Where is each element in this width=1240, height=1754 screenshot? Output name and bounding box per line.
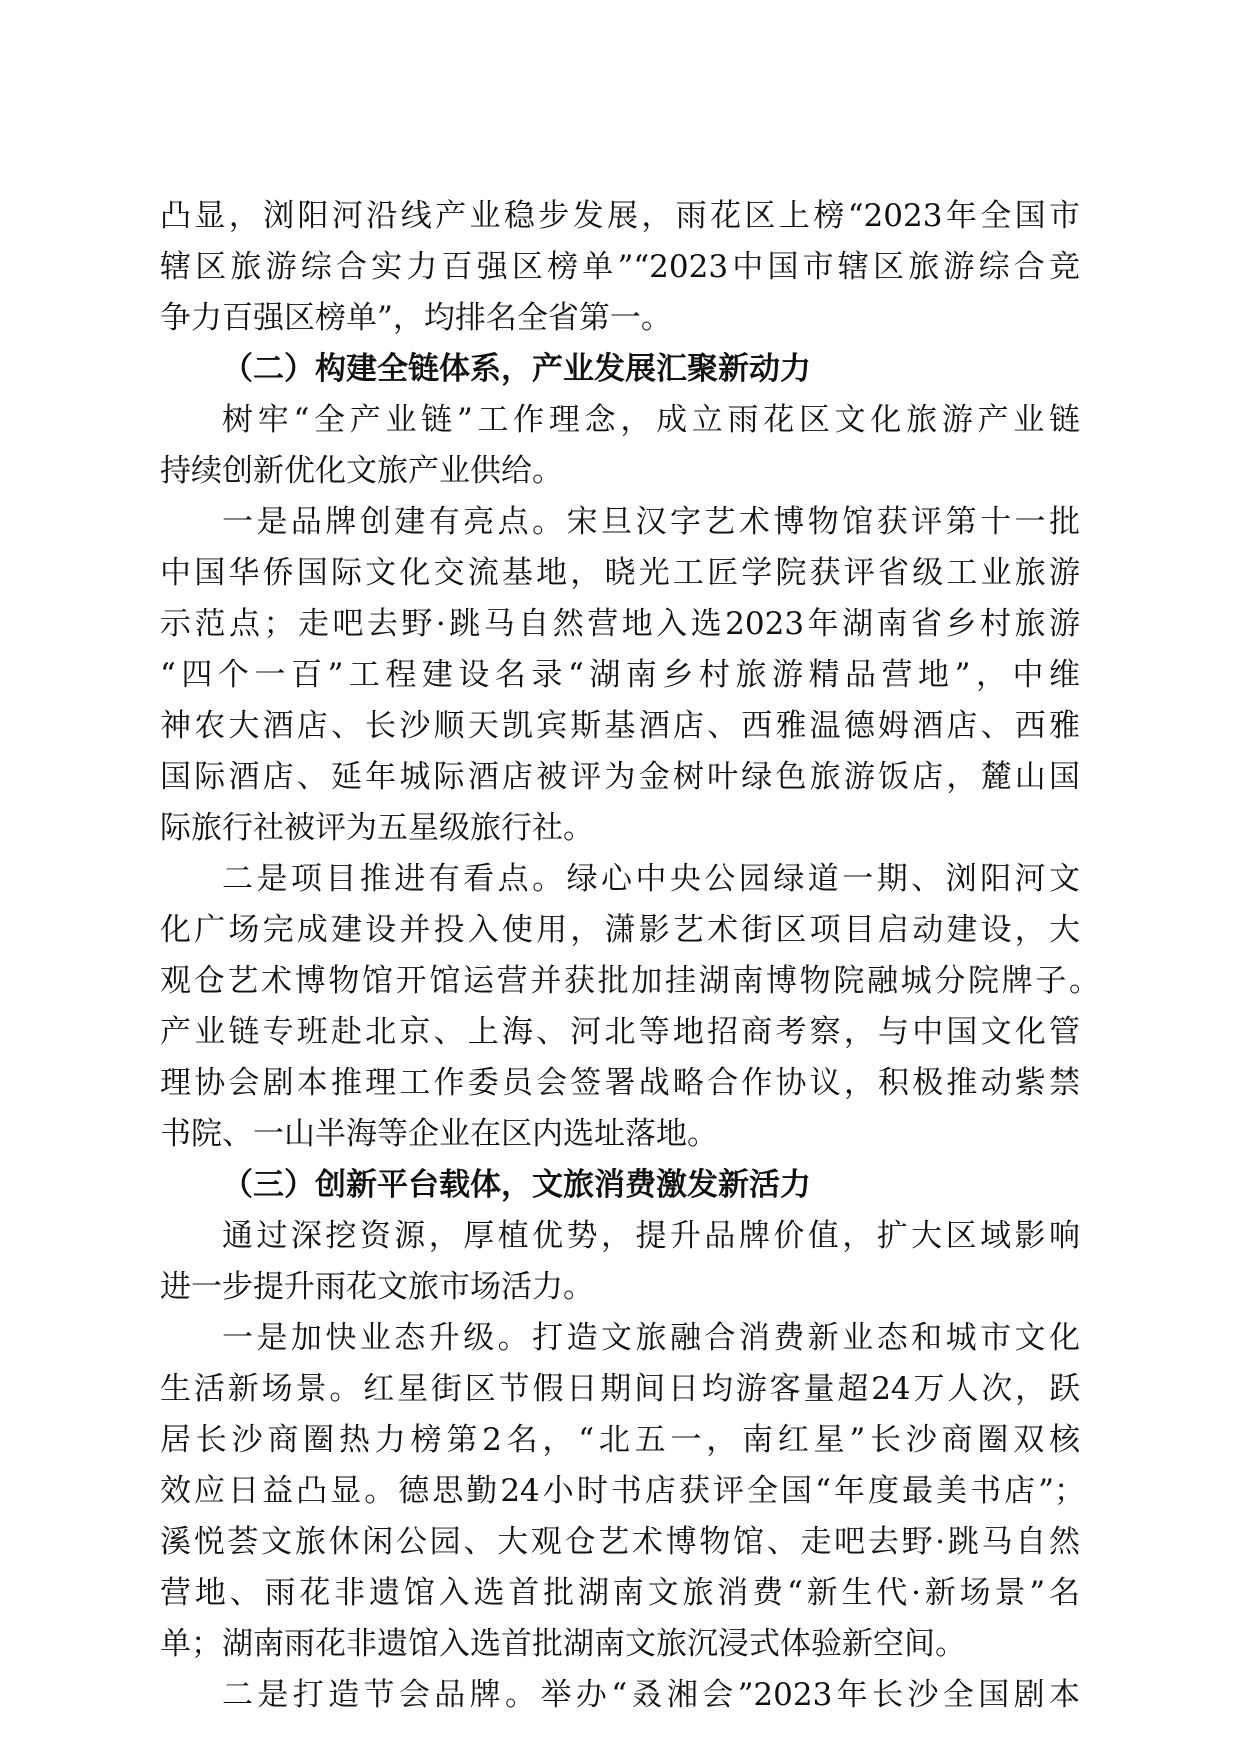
body-text-line: “四个一百”工程建设名录“湖南乡村旅游精品营地”，中维: [160, 657, 1080, 693]
body-text-line: 神农大酒店、长沙顺天凯宾斯基酒店、西雅温德姆酒店、西雅: [160, 708, 1080, 744]
section-heading: （三）创新平台载体，文旅消费激发新活力: [222, 1167, 811, 1203]
body-text-line: 效应日益凸显。德思勤24小时书店获评全国“年度最美书店”；: [160, 1473, 1085, 1509]
body-text-line: 生活新场景。红星街区节假日期间日均游客量超24万人次，跃: [160, 1371, 1080, 1407]
body-text-line: 国际酒店、延年城际酒店被评为金树叶绿色旅游饭店，麓山国: [160, 759, 1080, 795]
section-heading: （二）构建全链体系，产业发展汇聚新动力: [222, 351, 811, 387]
body-text-line: 持续创新优化文旅产业供给。: [160, 453, 563, 489]
paragraph-first-line: 二是打造节会品牌。举办“叒湘会”2023年长沙全国剧本: [222, 1677, 1080, 1713]
body-text-line: 凸显，浏阳河沿线产业稳步发展，雨花区上榜“2023年全国市: [160, 198, 1080, 234]
paragraph-first-line: 一是加快业态升级。打造文旅融合消费新业态和城市文化: [222, 1320, 1080, 1356]
body-text-line: 进一步提升雨花文旅市场活力。: [160, 1269, 594, 1305]
body-text-line: 产业链专班赴北京、上海、河北等地招商考察，与中国文化管: [160, 1014, 1080, 1050]
paragraph-first-line: 树牢“全产业链”工作理念，成立雨花区文化旅游产业链: [222, 402, 1080, 438]
body-text-line: 辖区旅游综合实力百强区榜单”“2023中国市辖区旅游综合竞: [160, 249, 1080, 285]
body-text-line: 溪悦荟文旅休闲公园、大观仓艺术博物馆、走吧去野·跳马自然: [160, 1524, 1080, 1560]
paragraph-first-line: 二是项目推进有看点。绿心中央公园绿道一期、浏阳河文: [222, 861, 1080, 897]
body-text-line: 化广场完成建设并投入使用，潇影艺术街区项目启动建设，大: [160, 912, 1080, 948]
body-text-line: 争力百强区榜单”，均排名全省第一。: [160, 300, 672, 336]
paragraph-first-line: 通过深挖资源，厚植优势，提升品牌价值，扩大区域影响: [222, 1218, 1080, 1254]
body-text-line: 理协会剧本推理工作委员会签署战略合作协议，积极推动紫禁: [160, 1065, 1080, 1101]
body-text-line: 单；湖南雨花非遗馆入选首批湖南文旅沉浸式体验新空间。: [160, 1626, 966, 1662]
paragraph-first-line: 一是品牌创建有亮点。宋旦汉字艺术博物馆获评第十一批: [222, 504, 1080, 540]
body-text-line: 营地、雨花非遗馆入选首批湖南文旅消费“新生代·新场景”名: [160, 1575, 1080, 1611]
body-text-line: 中国华侨国际文化交流基地，晓光工匠学院获评省级工业旅游: [160, 555, 1080, 591]
body-text-line: 居长沙商圈热力榜第2名，“北五一，南红星”长沙商圈双核: [160, 1422, 1080, 1458]
body-text-line: 观仓艺术博物馆开馆运营并获批加挂湖南博物院融城分院牌子。: [160, 963, 1100, 999]
body-text-line: 书院、一山半海等企业在区内选址落地。: [160, 1116, 718, 1152]
body-text-line: 示范点；走吧去野·跳马自然营地入选2023年湖南省乡村旅游: [160, 606, 1080, 642]
body-text-line: 际旅行社被评为五星级旅行社。: [160, 810, 594, 846]
